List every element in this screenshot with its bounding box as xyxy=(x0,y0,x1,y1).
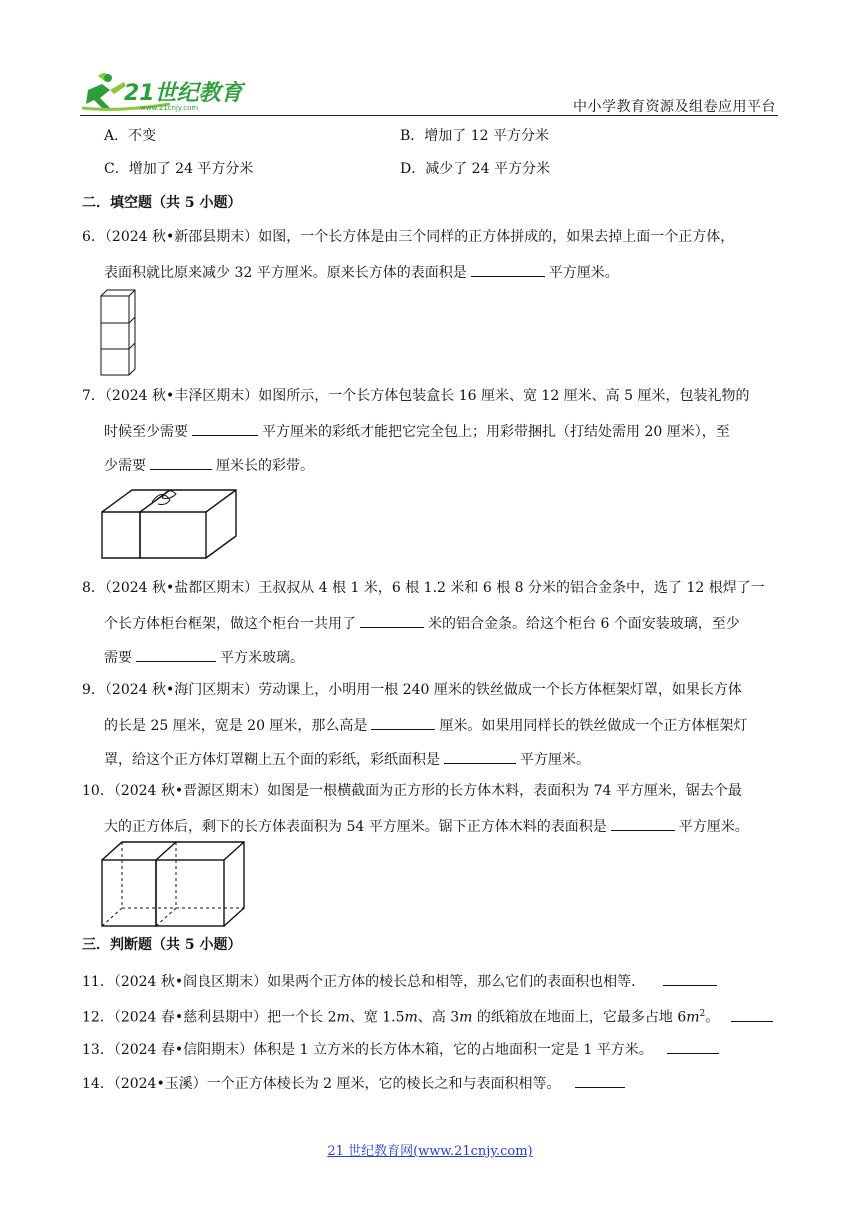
q8-line3: 需要 平方米玻璃。 xyxy=(104,646,304,668)
q6-line2: 表面积就比原来减少 32 平方厘米。原来长方体的表面积是 平方厘米。 xyxy=(104,261,619,283)
q7-line3: 少需要 厘米长的彩带。 xyxy=(104,454,314,476)
q11: 11．（2024 秋•阎良区期末）如果两个正方体的棱长总和相等，那么它们的表面积也相等． xyxy=(82,970,721,992)
q6-line1: 6．（2024 秋•新邵县期末）如图，一个长方体是由三个同样的正方体拼成的，如果去掉上面一个正方体， xyxy=(82,229,735,245)
answer-blank[interactable] xyxy=(667,1038,719,1054)
option-c: C．增加了 24 平方分米 xyxy=(104,161,254,177)
answer-blank[interactable] xyxy=(192,420,258,436)
answer-blank[interactable] xyxy=(471,261,545,277)
answer-blank[interactable] xyxy=(663,970,717,986)
answer-blank[interactable] xyxy=(150,454,212,470)
answer-blank[interactable] xyxy=(371,714,435,730)
site-logo xyxy=(80,68,250,114)
option-a: A．不变 xyxy=(104,128,157,144)
q7-line1: 7．（2024 秋•丰泽区期末）如图所示，一个长方体包装盒长 16 厘米、宽 12 厘米、高 5 厘米，包装礼物的 xyxy=(82,388,750,404)
logo-url: www.21cnjy.com xyxy=(140,104,199,112)
q9-line3: 罩，给这个正方体灯罩糊上五个面的彩纸，彩纸面积是 平方厘米。 xyxy=(104,748,590,770)
q12: 12．（2024 春•慈利县期中）把一个长 2m、宽 1.5m、高 3m 的纸箱放在地面上，它最多占地 $6m^2$。 xyxy=(82,1004,777,1028)
platform-name: 中小学教育资源及组卷应用平台 xyxy=(573,99,776,115)
q14: 14．（2024•玉溪）一个正方体棱长为 2 厘米，它的棱长之和与表面积相等。 xyxy=(82,1072,629,1094)
option-d: D．减少了 24 平方分米 xyxy=(400,161,550,177)
answer-blank[interactable] xyxy=(611,815,675,831)
q8-line1: 8．（2024 秋•盐都区期末）王叔叔从 4 根 1 米，6 根 1.2 米和 6 根 8 分米的铝合金条中，选了 12 根焊了一 xyxy=(82,580,765,596)
figure-stacked-cubes xyxy=(100,288,136,376)
logo-text: 21世纪教育 xyxy=(124,81,243,106)
section-title-judgement: 三．判断题（共 5 小题） xyxy=(82,937,242,953)
footer xyxy=(0,1140,860,1159)
figure-gift-box xyxy=(100,484,240,562)
answer-blank[interactable] xyxy=(575,1072,625,1088)
option-b: B．增加了 12 平方分米 xyxy=(400,128,550,144)
figure-wood-block xyxy=(100,840,246,930)
answer-blank[interactable] xyxy=(731,1006,773,1022)
q7-line2: 时候至少需要 平方厘米的彩纸才能把它完全包上；用彩带捆扎（打结处需用 20 厘米），至 xyxy=(104,420,730,442)
q8-line2: 个长方体柜台框架，做这个柜台一共用了 米的铝合金条。给这个柜台 6 个面安装玻璃，至少 xyxy=(104,612,740,634)
section-title-fill-blank: 二．填空题（共 5 小题） xyxy=(82,195,242,211)
answer-blank[interactable] xyxy=(444,748,516,764)
answer-blank[interactable] xyxy=(360,612,424,628)
q9-line2: 的长是 25 厘米，宽是 20 厘米，那么高是 厘米。如果用同样长的铁丝做成一个正方体框架灯 xyxy=(104,714,747,736)
q9-line1: 9．（2024 秋•海门区期末）劳动课上，小明用一根 240 厘米的铁丝做成一个长方体框架灯罩，如果长方体 xyxy=(82,682,742,698)
header-divider xyxy=(80,115,778,116)
q10-line2: 大的正方体后，剩下的长方体表面积为 54 平方厘米。锯下正方体木料的表面积是 平方厘米。 xyxy=(104,815,749,837)
footer-link[interactable]: 21 世纪教育网(www.21cnjy.com) xyxy=(327,1144,533,1159)
q10-line1: 10．（2024 秋•晋源区期末）如图是一根横截面为正方形的长方体木料，表面积为 74 平方厘米，锯去个最 xyxy=(82,783,742,799)
answer-blank[interactable] xyxy=(136,646,216,662)
q13: 13．（2024 春•信阳期末）体积是 1 立方米的长方体木箱，它的占地面积一定是 1 平方米。 xyxy=(82,1038,723,1060)
